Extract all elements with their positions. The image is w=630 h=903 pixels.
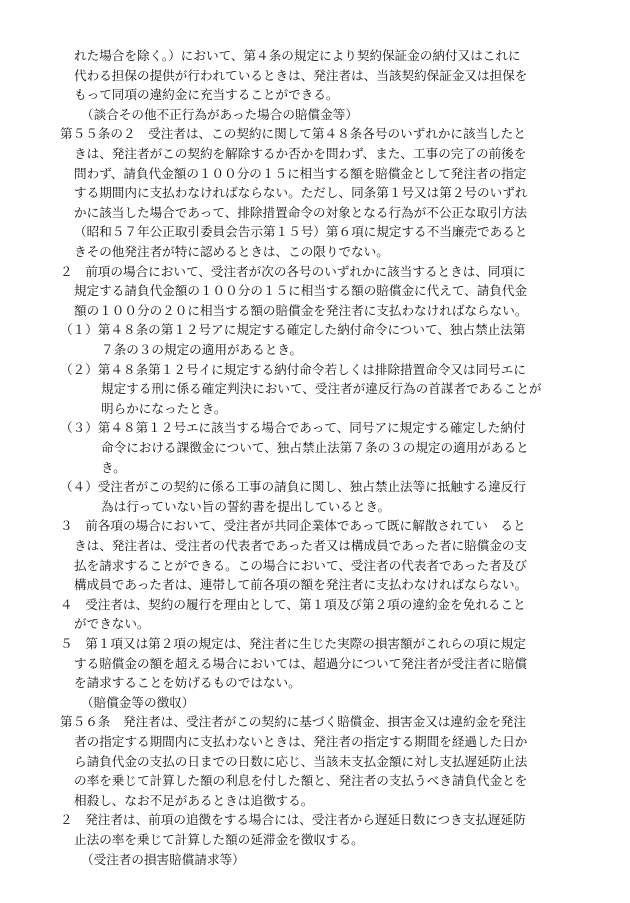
text-line: する期間内に支払わなければならない。ただし、同条第１号又は第２号のいずれ — [74, 185, 528, 201]
text-line: かに該当した場合であって、排除措置命令の対象となる行為が不公正な取引方法 — [74, 204, 527, 220]
paragraph-line: ２ 発注者は、前項の追徴をする場合には、受注者から遅延日数につき支払遅延防 — [60, 812, 526, 828]
text-line: 相殺し、なお不足があるときは追徴する。 — [74, 792, 314, 808]
text-line: 規定する請負代金額の１００分の１５に相当する額の賠償金に代えて、請負代金 — [74, 283, 528, 299]
text-line: 問わず、請負代金額の１００分の１５に相当する額を賠償金として発注者の指定 — [74, 165, 527, 181]
text-line: 止法の率を乗じて計算した額の延滞金を徴収する。 — [74, 832, 364, 847]
text-line: ができない。 — [74, 616, 150, 632]
text-line: れた場合を除く。）において、第４条の規定により契約保証金の納付又はこれに — [74, 48, 521, 63]
section-heading: （賠償金等の徴収） — [81, 694, 195, 710]
paragraph-line: ３ 前各項の場合において、受注者が共同企業体であって既に解散されてい ると — [60, 518, 526, 534]
text-line: 代わる担保の提供が行われているときは、発注者は、当該契約保証金又は担保を — [74, 67, 528, 83]
text-line: きその他発注者が特に認めるときは、この限りでない。 — [74, 244, 389, 259]
text-line: 規定する刑に係る確定判決において、受注者が違反行為の首謀者であることが — [101, 381, 542, 397]
section-heading: （談合その他不正行為があった場合の賠償金等） — [81, 106, 358, 122]
text-line: ７条の３の規定の適用があるとき。 — [101, 342, 302, 357]
item-line: （２）第４８条第１２号イに規定する納付命令若しくは排除措置命令又は同号エに — [60, 361, 526, 377]
item-line: （３）第４８第１２号エに該当する場合であって、同号アに規定する確定した納付 — [60, 420, 526, 436]
text-line: 構成員であった者は、連帯して前各項の額を発注者に支払わなければならない。 — [74, 577, 528, 593]
text-line: 命令における課徴金について、独占禁止法第７条の３の規定の適用があると — [101, 440, 529, 455]
item-line: （１）第４８条の第１２号アに規定する確定した納付命令について、独占禁止法第 — [60, 322, 526, 338]
article-line: 第５５条の２ 受注者は、この契約に関して第４８条各号のいずれかに該当したと — [60, 126, 526, 142]
text-line: 額の１００分の２０に相当する額の賠償金を発注者に支払わなければならない。 — [74, 302, 528, 318]
text-line: 明らかになったとき。 — [101, 400, 227, 416]
article-line: 第５６条 発注者は、受注者がこの契約に基づく賠償金、損害金又は違約金を発注 — [60, 714, 526, 730]
text-line: もって同項の違約金に充当することができる。 — [74, 87, 339, 103]
text-line: 為は行っていない旨の誓約書を提出しているとき。 — [101, 498, 391, 514]
text-line: きは、発注者がこの契約を解除するか否かを問わず、また、工事の完了の前後を — [74, 146, 527, 161]
text-line: を請求することを妨げるものではない。 — [74, 675, 301, 691]
text-line: の率を乗じて計算した額の利息を付した額と、発注者の支払うべき請負代金とを — [74, 773, 528, 789]
text-line: 者の指定する期間内に支払わないときは、発注者の指定する期間を経過した日か — [74, 734, 528, 749]
paragraph-line: ４ 受注者は、契約の履行を理由として、第１項及び第２項の違約金を免れること — [60, 596, 526, 612]
item-line: （４）受注者がこの契約に係る工事の請負に関し、独占禁止法等に抵触する違反行 — [60, 479, 526, 495]
text-line: （昭和５７年公正取引委員会告示第１５号）第６項に規定する不当廉売であると — [74, 224, 528, 240]
text-line: ら請負代金の支払の日までの日数に応じ、当該未支払金額に対し支払遅延防止法 — [74, 753, 528, 769]
text-line: きは、発注者は、受注者の代表者であった者又は構成員であった者に賠償金の支 — [74, 538, 528, 553]
text-line: き。 — [101, 459, 126, 475]
paragraph-line: ２ 前項の場合において、受注者が次の各号のいずれかに該当するときは、同項に — [60, 263, 526, 279]
text-line: 払を請求することができる。この場合において、受注者の代表者であった者及び — [74, 557, 527, 573]
text-line: する賠償金の額を超える場合においては、超過分について発注者が受注者に賠償 — [74, 655, 528, 671]
section-heading: （受注者の損害賠償請求等） — [81, 851, 245, 867]
paragraph-line: ５ 第１項又は第２項の規定は、発注者に生じた実際の損害額がこれらの項に規定 — [60, 636, 526, 651]
